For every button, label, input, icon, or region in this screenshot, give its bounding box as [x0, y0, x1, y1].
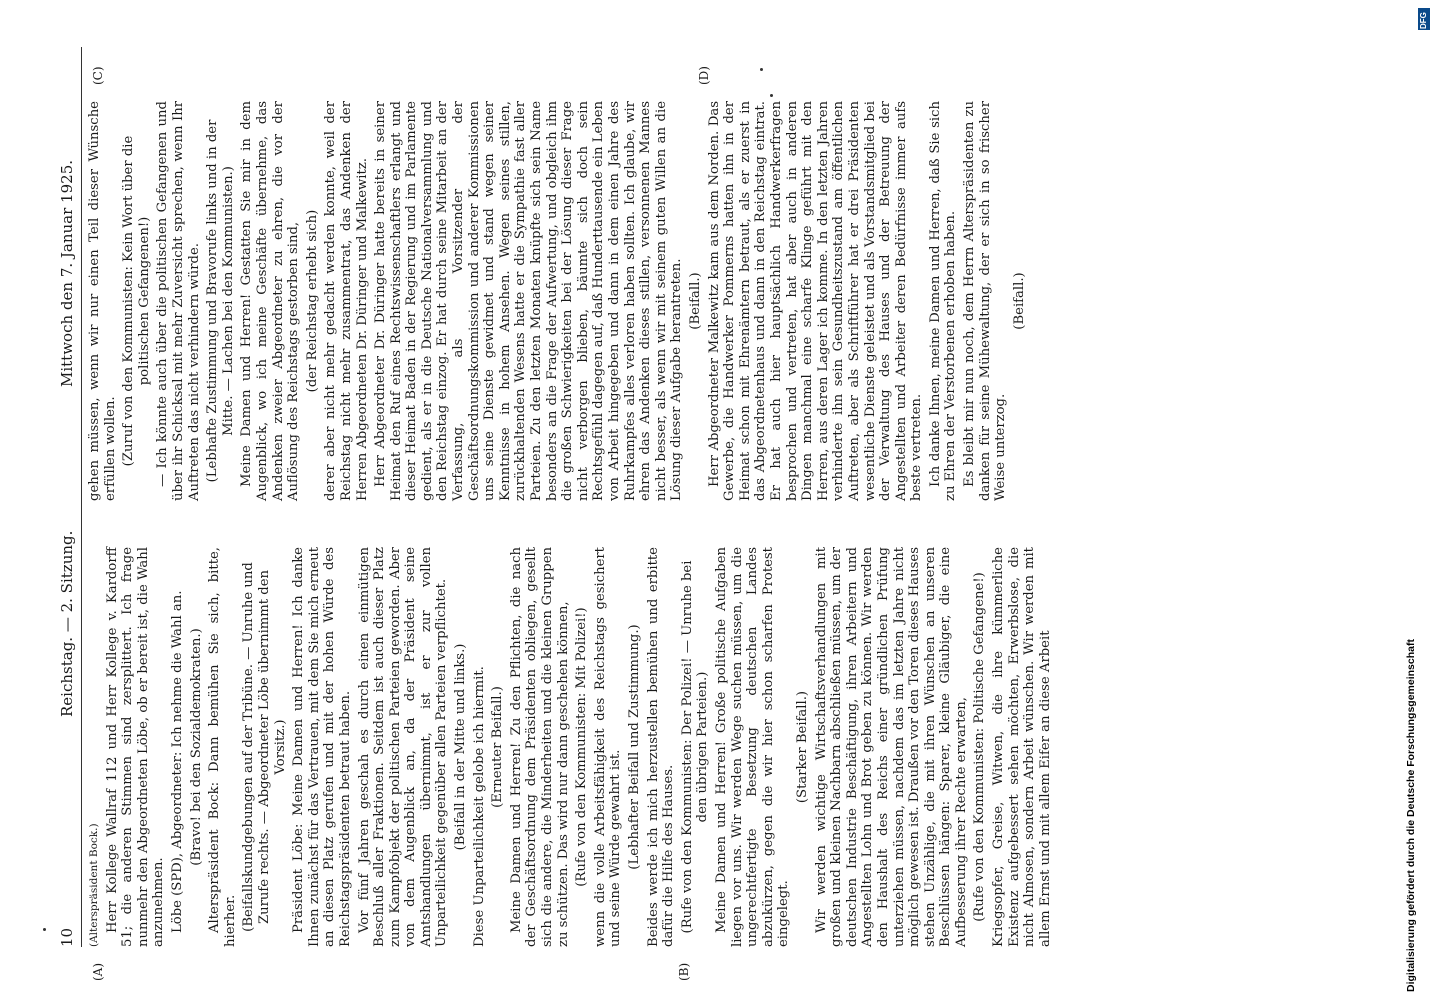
interjection: (Beifallskundgebungen auf der Tribüne. — Unruhe und Zurufe rechts. — Abgeordneter Löbe übernimmt den Vorsitz.): [241, 562, 288, 932]
paragraph: derer aber nicht mehr gedacht werden konnte, weil der Reichstag nicht mehr zusammentrat, das Andenken der Herren Abgeordneten Dr. Düringer und Malkewitz.: [323, 101, 370, 501]
paragraph: Beides werde ich mich herzustellen bemühen und erbitte dafür die Hilfe des Hauses.: [645, 547, 677, 947]
scan-speck: [760, 68, 763, 71]
paragraph: wenn die volle Arbeitsfähigkeit des Reichstags gesichert und seine Würde gewahrt ist.: [592, 547, 624, 947]
session-title: Reichstag. — 2. Sitzung.: [58, 530, 76, 717]
speaker-paragraph: Präsident Löbe: Meine Damen und Herren! Ich danke Ihnen zunächst für das Vertrauen, mit dem Sie mich erneut an diesen Platz gerufen und mit der hohen Würde des Reichstagspräsidenten betraut haben.: [291, 547, 353, 947]
dfg-logo-text: DFG: [1419, 12, 1428, 29]
header-rule: [81, 47, 82, 947]
paragraph: Ich danke Ihnen, meine Damen und Herren, daß Sie sich zu Ehren der Verstorbenen erhoben haben.: [927, 101, 959, 501]
interjection: (Starker Beifall.): [794, 690, 810, 804]
interjection: (Zuruf von den Kommunisten: Kein Wort über die politischen Gefangenen!): [121, 135, 152, 467]
paragraph: Meine Damen und Herren! Gestatten Sie mir in dem Augenblick, wo ich meine Geschäfte übernehme, das Andenken zweier Abgeordneter zu ehren, die vor der Auflösung des Reichstags gestorben sind,: [239, 101, 302, 501]
paragraph: Diese Unparteilichkeit gelobe ich hiermit.: [471, 666, 487, 947]
paragraph: Meine Damen und Herren! Zu den Pflichten, die nach der Geschäftsordnung dem Präsidenten obliegen, gesellt sich die andere, die Minderheiten und die kleinen Gruppen zu schützen. Das wird nur dann geschehen können,: [508, 547, 571, 947]
dfg-logo: [1418, 8, 1430, 30]
interjection: (Lebhafte Zustimmung und Bravorufe links und in der Mitte. — Lachen bei den Kommunisten.): [205, 119, 236, 483]
interjection: (Beifall.): [687, 272, 703, 330]
page-number: 10: [58, 927, 76, 947]
margin-marker-b: (B): [677, 962, 691, 981]
paragraph: Kriegsopfer, Greise, Witwen, die ihre kümmerliche Existenz aufgebessert sehen möchten, Erwerbslose, die nicht Almosen, sondern Arbeit wünschen. Wir werden mit allem Ernst und mit allem Eifer an diese Arbeit: [991, 547, 1053, 947]
interjection: (Rufe von den Kommunisten: Politische Gefangene!): [972, 572, 988, 922]
paragraph: — Ich könnte auch über die politischen Gefangenen und über ihr Schicksal mit mehr Zuversicht sprechen, wenn Ihr Auftreten das nicht verhindern würde.: [155, 101, 202, 501]
interjection: (Bravo! bei den Sozialdemokraten.): [188, 628, 204, 866]
document-page: [57, 47, 1297, 981]
speaker-paragraph: Alterspräsident Bock: Dann bemühen Sie sich, bitte, hierher.: [207, 547, 238, 947]
margin-marker-d: (D): [697, 66, 711, 85]
digitization-credit: Digitalisierung gefördert durch die Deutsche Forschungsgemeinschaft: [1405, 639, 1417, 992]
right-column: [87, 101, 1030, 501]
session-date: Mittwoch den 7. Januar 1925.: [58, 160, 76, 387]
paragraph: Meine Damen und Herren! Große politische Aufgaben liegen vor uns. Wir werden Wege suchen müssen, um die ungerechtfertigte Besetzung deutschen Landes abzukürzen, gegen die wir hier schon scharfen Protest eingelegt.: [713, 547, 792, 947]
paragraph: Herr Abgeordneter Dr. Düringer hatte bereits in seiner Heimat den Ruf eines Rechtswissenschaftlers erlangt und dieser Heimat Baden in der Regierung und im Parlamente gedient, als er in die Deutsche Nationalversammlung und den Reichstag einzog. Er hat durch seine Mitarbeit an der Verfassung, als Vorsitzender der Geschäftsordnungskommission und anderer Kommissionen uns seine Dienste gewidmet und stand wegen seiner Kenntnisse in hohem Ansehen. Wegen seines stillen, zurückhaltenden Wesens hatte er die Sympathie fast aller Parteien. Zu den letzten Monaten knüpfte sich sein Name besonders an die Frage der Aufwertung, und obgleich ihm die großen Schwierigkeiten bei der Lösung dieser Frage nicht verborgen blieben, bäumte sich doch sein Rechtsgefühl dagegen auf, daß Hunderttausende ein Leben von Arbeit hingegeben und dann in dem einen Jahre des Ruhrkampfes alles verloren haben sollten. Ich glaube, wir ehren das Andenken dieses stillen, versonnenen Mannes nicht besser, als wenn wir mit seinem guten Willen an die Lösung dieser Aufgabe herantreten.: [373, 101, 685, 501]
paragraph: Herr Abgeordneter Malkewitz kam aus dem Norden. Das Gewerbe, die Handwerker Pommerns hatten ihn in der Heimat schon mit Ehrenämtern betraut, als er zuerst in das Abgeordnetenhaus und dann in den Reichstag eintrat. Er hat auch hier hauptsächlich Handwerkerfragen besprochen und vertreten, hat aber auch in anderen Dingen manchmal eine scharfe Klinge geführt mit den Herren, aus deren Lager ich komme. In den letzten Jahren verhinderte ihn sein Gesundheitszustand am öffentlichen Auftreten, aber als Schriftführer hat er drei Präsidenten wesentliche Dienste geleistet und als Vorstandsmitglied bei der Verwaltung des Hauses und der Betreuung der Angestellten und Arbeiter deren Bedürfnisse immer aufs beste vertreten.: [706, 101, 925, 501]
paragraph: gehen müssen, wenn wir nur einen Teil dieser Wünsche erfüllen wollen.: [87, 101, 118, 501]
interjection: (Erneuter Beifall.): [490, 686, 506, 808]
interjection: (Beifall in der Mitte und links.): [453, 643, 469, 851]
scan-speck: [43, 928, 46, 931]
paragraph: Vor fünf Jahren geschah es durch einen einmütigen Beschluß aller Fraktionen. Seitdem ist auch dieser Platz zum Kampfobjekt der politischen Parteien geworden. Aber von dem Augenblick an, da der Präsident seine Amtshandlungen übernimmt, ist er zur vollen Unparteilichkeit gegenüber allen Parteien verpflichtet.: [356, 547, 450, 947]
interjection: (Rufe von den Kommunisten: Der Polizei! — Unruhe bei den übrigen Parteien.): [679, 560, 711, 934]
interjection: (der Reichstag erhebt sich): [304, 209, 320, 393]
paragraph: Herr Kollege Wallraf 112 und Herr Kollege v. Kardorff 51; die anderen Stimmen sind zersplittert. Ich frage nunmehr den Abgeordneten Löbe, ob er bereit ist, die Wahl anzunehmen.: [104, 547, 167, 947]
interjection: (Rufe von den Kommunisten: Mit Polizei!): [574, 607, 590, 887]
scan-speck: [770, 94, 773, 97]
paragraph: Es bleibt mir nun noch, dem Herrn Alterspräsidenten zu danken für seine Mühewaltung, der er sich in so frischer Weise unterzog.: [962, 101, 1009, 501]
margin-marker-c: (C): [91, 66, 105, 85]
page-header: [57, 47, 77, 947]
running-head: (Alterspräsident Bock.): [88, 823, 100, 947]
speaker-paragraph: Löbe (SPD), Abgeordneter: Ich nehme die Wahl an.: [169, 590, 185, 933]
interjection: (Beifall.): [1011, 272, 1027, 330]
margin-marker-a: (A): [91, 962, 105, 981]
sidebar: [1384, 0, 1424, 1000]
left-column: [87, 547, 1056, 947]
interjection: (Lebhafter Beifall und Zustimmung.): [627, 624, 642, 870]
paragraph: Wir werden wichtige Wirtschaftsverhandlungen mit großen und kleinen Nachbarn abschließen müssen, um der deutschen Industrie Beschäftigung, ihren Arbeitern und Angestellten Lohn und Brot geben zu können. Wir werden den Haushalt des Reichs einer gründlichen Prüfung unterziehen müssen, nachdem das im letzten Jahre nicht möglich gewesen ist. Draußen vor den Toren dieses Hauses stehen Unzählige, die mit ihren Wünschen an unseren Beschlüssen hängen: Sparer, kleine Gläubiger, die eine Aufbesserung ihrer Rechte erwarten,: [813, 547, 969, 947]
